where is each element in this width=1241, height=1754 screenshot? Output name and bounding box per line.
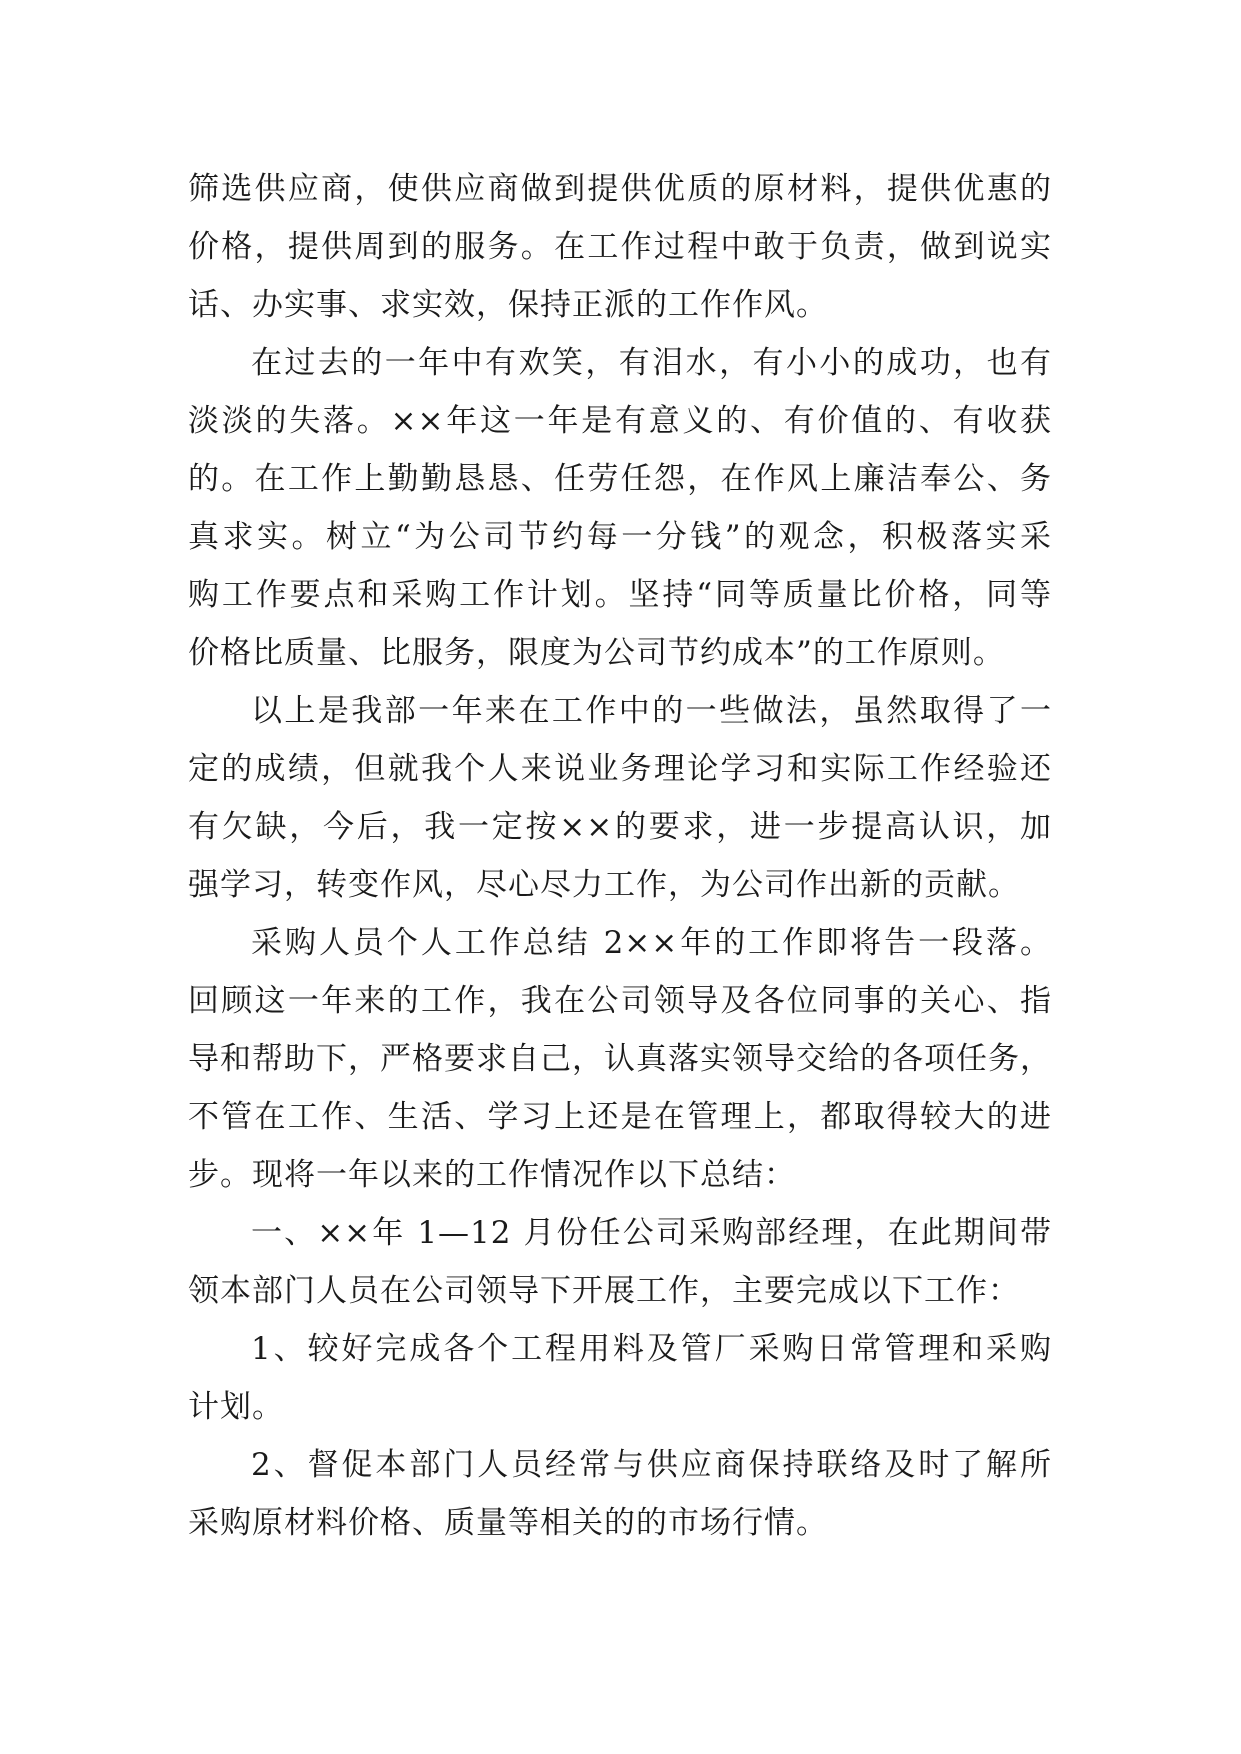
text-line: 领本部门人员在公司领导下开展工作，主要完成以下工作： <box>188 1273 1020 1309</box>
text-line: 在过去的一年中有欢笑，有泪水，有小小的成功，也有 <box>251 345 1052 381</box>
text-line: 导和帮助下，严格要求自己，认真落实领导交给的各项任务， <box>188 1041 1052 1077</box>
text-line: 以上是我部一年来在工作中的一些做法，虽然取得了一 <box>251 693 1052 729</box>
text-line: 价格，提供周到的服务。在工作过程中敢于负责，做到说实 <box>188 229 1052 265</box>
document-body <box>188 160 1052 1552</box>
text-line: 2、督促本部门人员经常与供应商保持联络及时了解所 <box>251 1447 1052 1483</box>
text-line: 强学习，转变作风，尽心尽力工作，为公司作出新的贡献。 <box>188 867 1020 903</box>
text-line: 1、较好完成各个工程用料及管厂采购日常管理和采购 <box>251 1331 1052 1367</box>
text-line: 话、办实事、求实效，保持正派的工作作风。 <box>188 287 828 323</box>
text-line: 一、××年 1—12 月份任公司采购部经理，在此期间带 <box>251 1215 1052 1251</box>
text-line: 有欠缺，今后，我一定按××的要求，进一步提高认识，加 <box>188 809 1052 845</box>
text-line: 采购原材料价格、质量等相关的的市场行情。 <box>188 1505 828 1541</box>
text-line: 回顾这一年来的工作，我在公司领导及各位同事的关心、指 <box>188 983 1052 1019</box>
text-line: 采购人员个人工作总结 2××年的工作即将告一段落。 <box>251 925 1052 961</box>
text-line: 步。现将一年以来的工作情况作以下总结： <box>188 1157 796 1193</box>
text-line: 计划。 <box>188 1389 284 1425</box>
text-line: 真求实。树立“为公司节约每一分钱”的观念，积极落实采 <box>188 519 1052 555</box>
text-line: 筛选供应商，使供应商做到提供优质的原材料，提供优惠的 <box>188 171 1052 207</box>
text-line: 定的成绩，但就我个人来说业务理论学习和实际工作经验还 <box>188 751 1052 787</box>
text-line: 价格比质量、比服务，限度为公司节约成本”的工作原则。 <box>188 635 1005 671</box>
text-line: 不管在工作、生活、学习上还是在管理上，都取得较大的进 <box>188 1099 1052 1135</box>
text-line: 的。在工作上勤勤恳恳、任劳任怨，在作风上廉洁奉公、务 <box>188 461 1052 497</box>
text-line: 购工作要点和采购工作计划。坚持“同等质量比价格，同等 <box>188 577 1052 613</box>
text-line: 淡淡的失落。××年这一年是有意义的、有价值的、有收获 <box>188 403 1052 439</box>
